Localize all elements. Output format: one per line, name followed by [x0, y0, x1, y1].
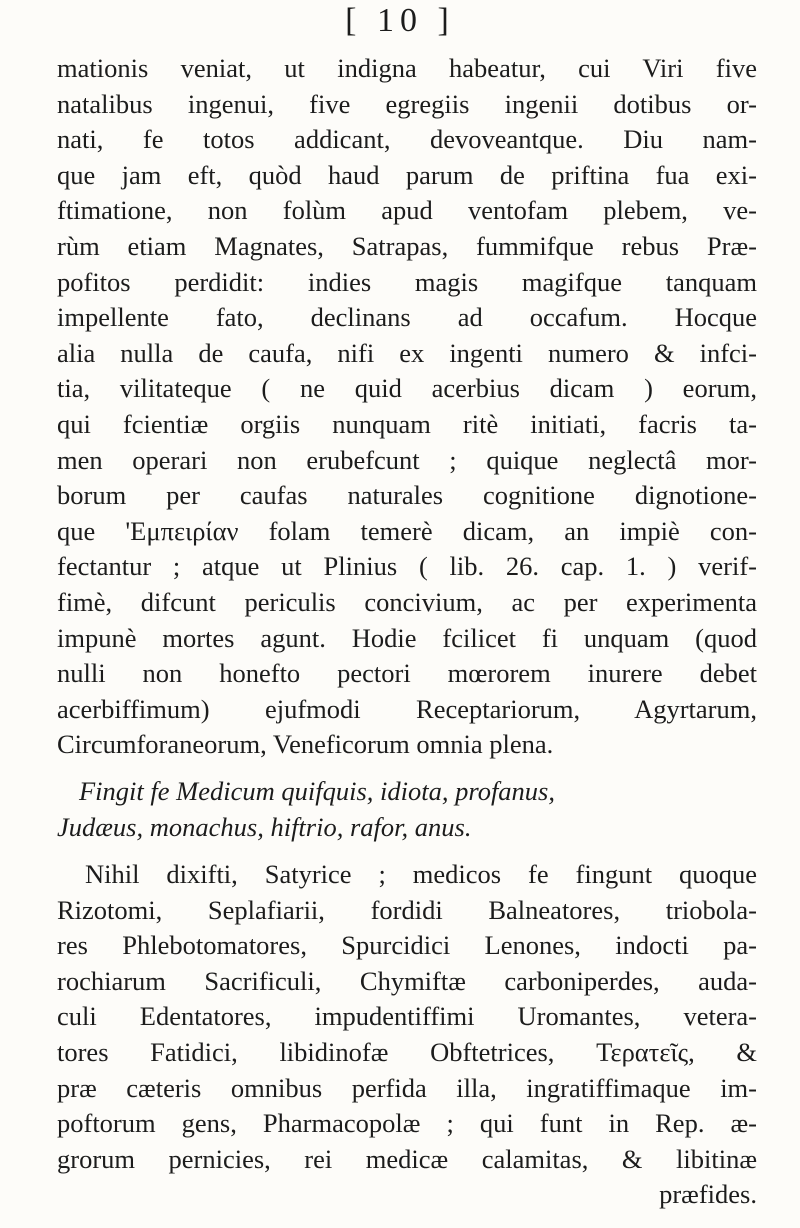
text-line: poftorum gens, Pharmacopolæ ; qui funt in Rep. æ-	[57, 1108, 757, 1139]
text-line: rochiarum Sacrificuli, Chymiftæ carboniperdes, auda-	[57, 965, 757, 996]
text-line: men operari non erubefcunt ; quique neglectâ mor-	[57, 444, 757, 475]
text-line: tores Fatidici, libidinofæ Obftetrices, Τερατεῖς, &	[57, 1036, 757, 1067]
text-line: qui fcientiæ orgiis nunquam ritè initiati, facris ta-	[57, 408, 757, 439]
text-line: nati, fe totos addicant, devoveantque. Diu nam-	[57, 124, 757, 155]
paragraph-list	[57, 857, 757, 1213]
text-line: rùm etiam Magnates, Satrapas, fummifque rebus Præ-	[57, 230, 757, 261]
text-line: mationis veniat, ut indigna habeatur, cui Viri five	[57, 53, 757, 83]
text-line: acerbiffimum) ejufmodi Receptariorum, Agyrtarum,	[57, 693, 757, 724]
text-line: que 'Eμπειρίαν folam temerè dicam, an impiè con-	[57, 515, 757, 546]
text-line: præfides.	[659, 1179, 757, 1210]
page-number: [ 10 ]	[345, 2, 455, 39]
text-line: præ cæteris omnibus perfida illa, ingratiffimaque im-	[57, 1072, 757, 1103]
text-line: tia, vilitateque ( ne quid acerbius dicam ) eorum,	[57, 373, 757, 404]
verse-line: Judæus, monachus, hiftrio, rafor, anus.	[57, 811, 472, 842]
text-line: pofitos perdidit: indies magis magifque tanquam	[57, 266, 757, 297]
paragraph-main	[57, 51, 757, 763]
text-line: impellente fato, declinans ad occafum. Hocque	[57, 302, 757, 333]
text-line: fimè, difcunt periculis concivium, ac per experimenta	[57, 586, 757, 617]
text-line: impunè mortes agunt. Hodie fcilicet fi unquam (quod	[57, 622, 757, 653]
text-line: fectantur ; atque ut Plinius ( lib. 26. cap. 1. ) verif-	[57, 551, 757, 582]
text-line: grorum pernicies, rei medicæ calamitas, & libitinæ	[57, 1143, 757, 1174]
text-line: culi Edentatores, impudentiffimi Uromantes, vetera-	[57, 1001, 757, 1032]
text-line: natalibus ingenui, five egregiis ingenii dotibus or-	[57, 88, 757, 119]
text-line: res Phlebotomatores, Spurcidici Lenones, indocti pa-	[57, 930, 757, 961]
text-line: Circumforaneorum, Veneficorum omnia plena.	[57, 729, 554, 760]
verse-quotation	[57, 774, 757, 845]
text-line: que jam eft, quòd haud parum de priftina fua exi-	[57, 159, 757, 190]
text-line: alia nulla de caufa, nifi ex ingenti numero & infci-	[57, 337, 757, 368]
text-line: Nihil dixifti, Satyrice ; medicos fe fingunt quoque	[85, 859, 757, 889]
verse-line: Fingit fe Medicum quifquis, idiota, profanus,	[79, 776, 555, 806]
text-line: ftimatione, non folùm apud ventofam plebem, ve-	[57, 195, 757, 226]
text-line: borum per caufas naturales cognitione dignotione-	[57, 480, 757, 511]
text-line: nulli non honefto pectori mœrorem inurere debet	[57, 658, 757, 689]
text-line: Rizotomi, Seplafiarii, fordidi Balneatores, triobola-	[57, 894, 757, 925]
